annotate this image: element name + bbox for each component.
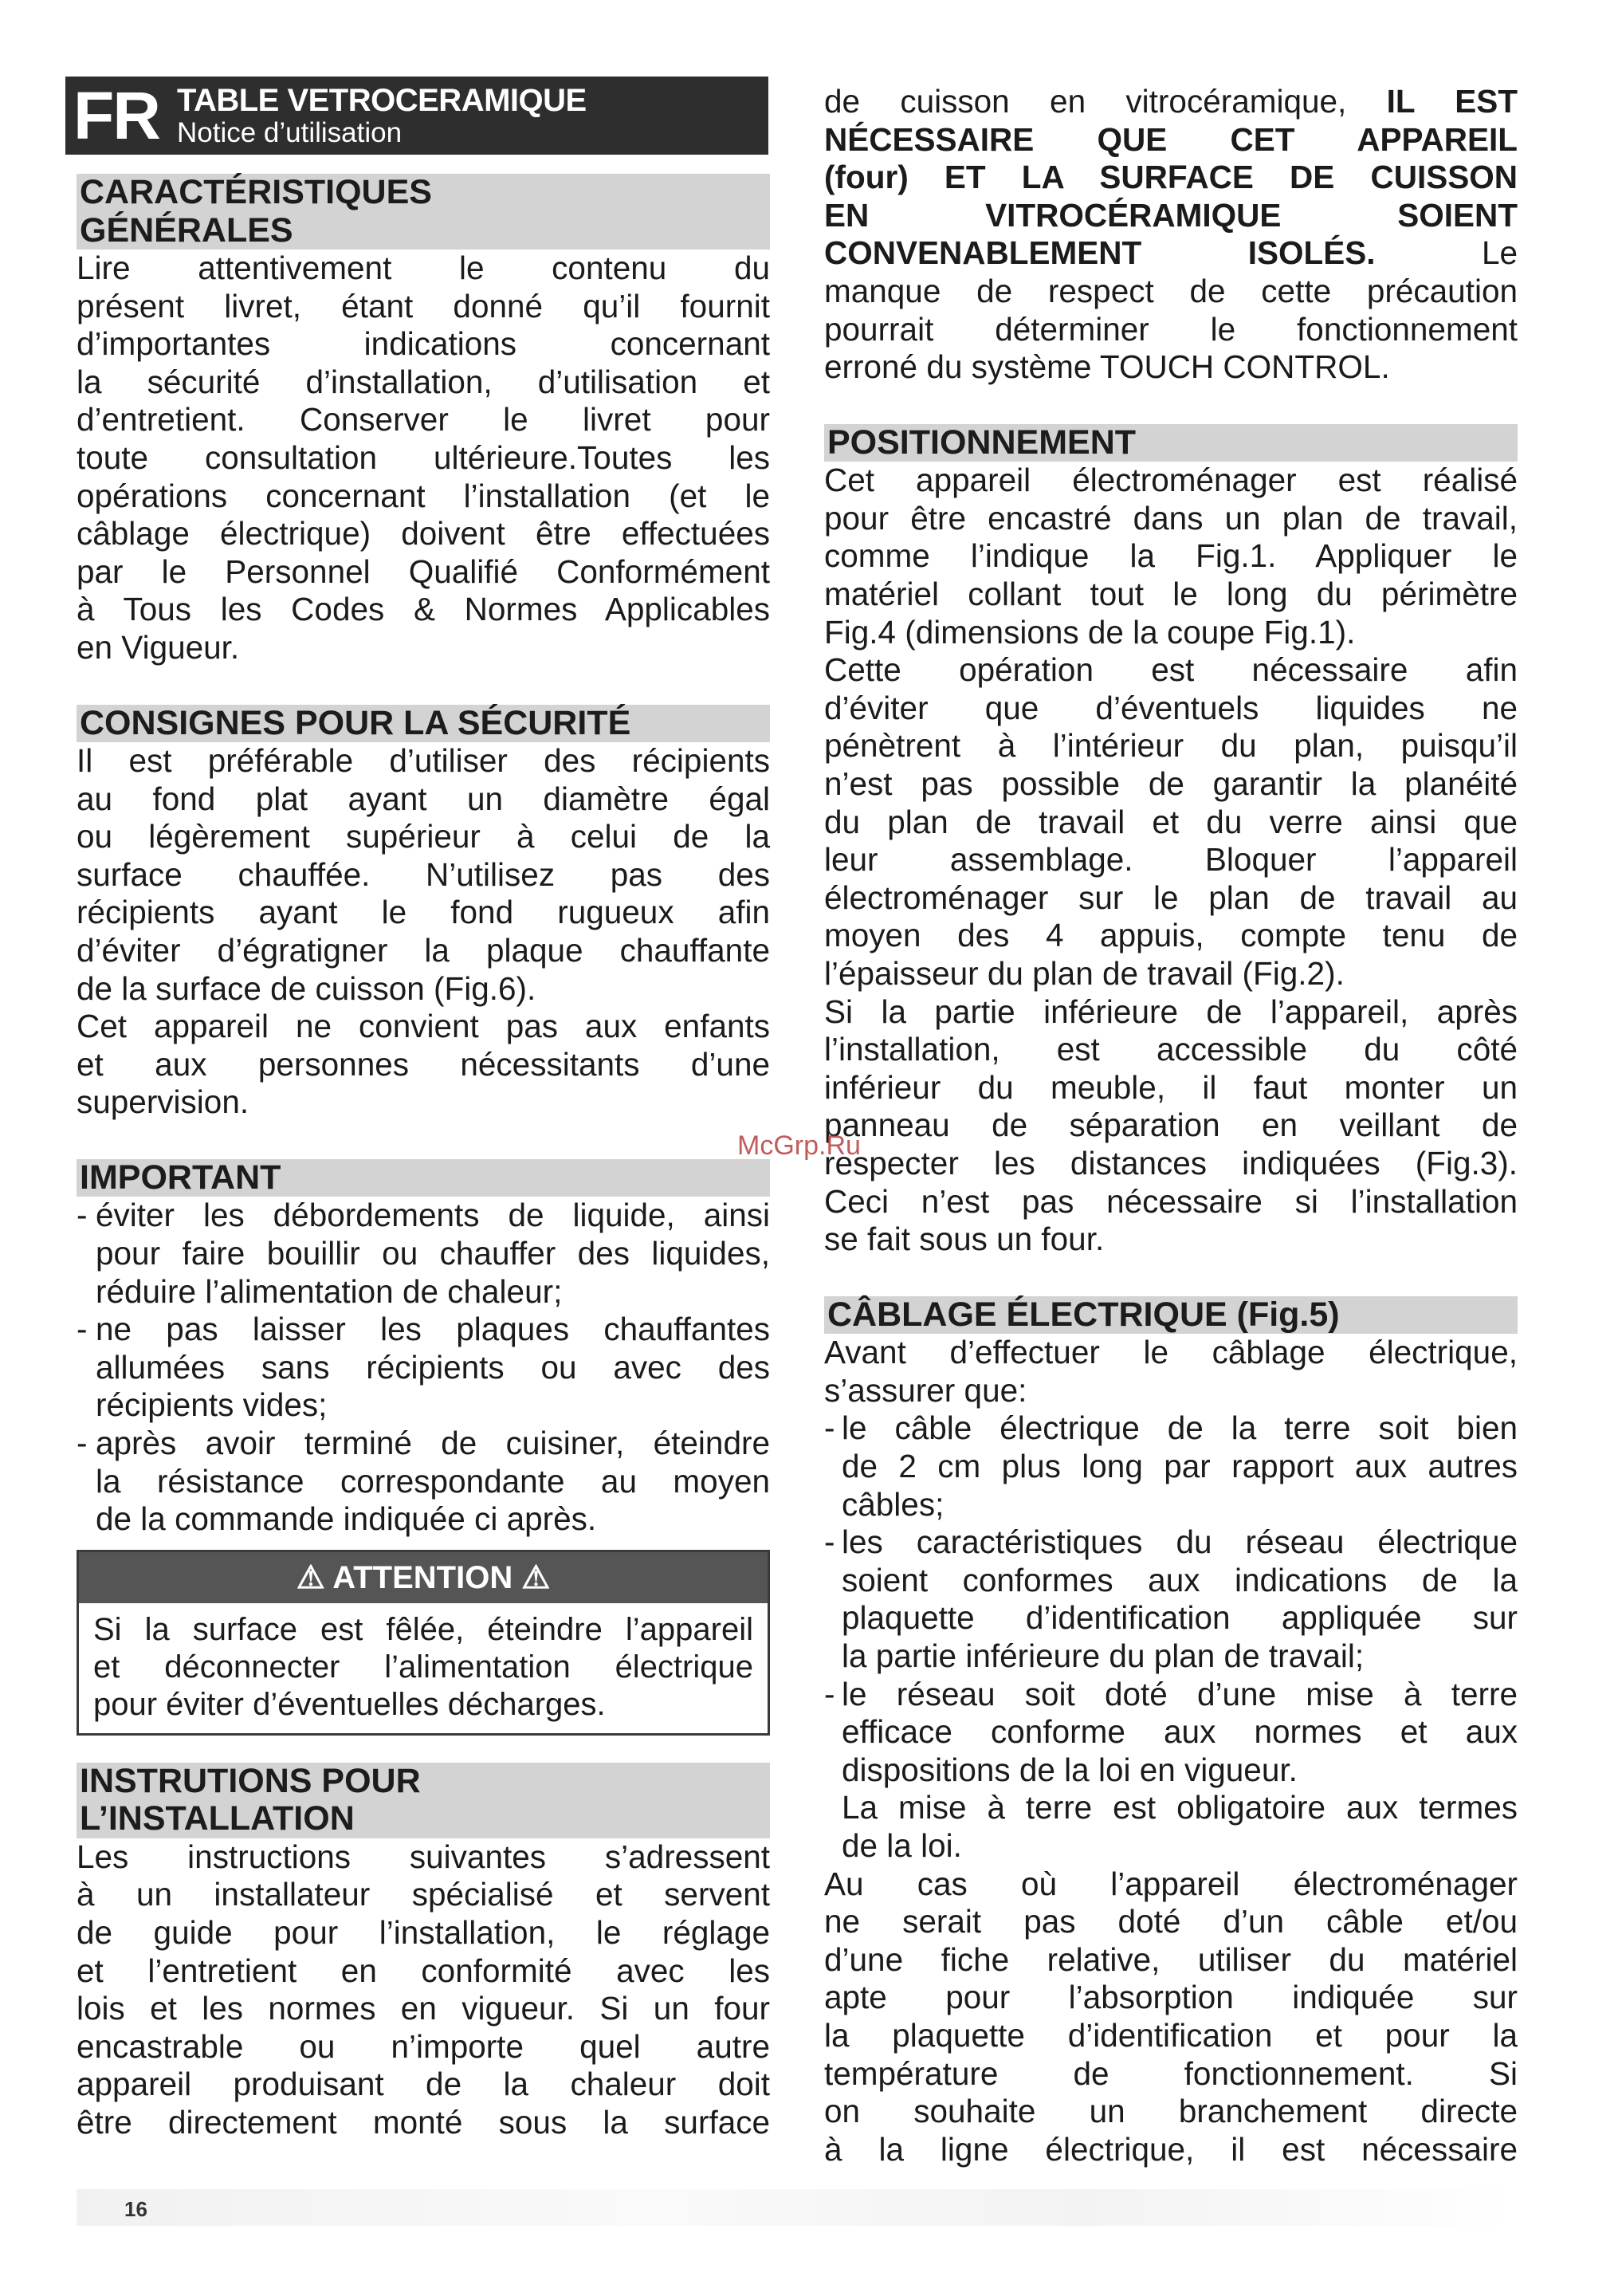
text-line: d’éviter que d’éventuels liquides ne bbox=[824, 689, 1518, 726]
text-line: EN VITROCÉRAMIQUE SOIENT bbox=[824, 196, 1518, 234]
text-line: au fond plat ayant un diamètre égal bbox=[77, 780, 770, 817]
text-line: respecter les distances indiquées (Fig.3). bbox=[824, 1144, 1518, 1181]
text-line: erroné du système TOUCH CONTROL. bbox=[824, 348, 1390, 386]
section-continuation bbox=[824, 83, 1518, 387]
list-dash: - bbox=[824, 1409, 835, 1447]
text-line: la partie inférieure du plan de travail; bbox=[842, 1637, 1365, 1674]
text-line: et aux personnes nécessitants d’une bbox=[77, 1045, 770, 1083]
list-dash: - bbox=[824, 1523, 835, 1561]
list-dash: - bbox=[77, 1197, 88, 1234]
text-line: ou légèrement supérieur à celui de la bbox=[77, 818, 770, 855]
attention-title: ⚠ ATTENTION ⚠ bbox=[79, 1552, 768, 1603]
text-line: ne serait pas doté d’un câble et/ou bbox=[824, 1903, 1518, 1940]
text-line: apte pour l’absorption indiquée sur bbox=[824, 1979, 1518, 2016]
section-heading: GÉNÉRALES bbox=[77, 212, 770, 250]
text-line: manque de respect de cette précaution bbox=[824, 272, 1518, 309]
text-line bbox=[824, 234, 1518, 273]
text-line: réduire l’alimentation de chaleur; bbox=[96, 1272, 563, 1310]
text-line: Cet appareil ne convient pas aux enfants bbox=[77, 1008, 770, 1045]
text-line: dispositions de la loi en vigueur. bbox=[842, 1751, 1298, 1788]
section-important bbox=[77, 1159, 770, 1539]
text-line: opérations concernant l’installation (et le bbox=[77, 477, 770, 514]
text-line: appareil produisant de la chaleur doit bbox=[77, 2066, 770, 2103]
section-cablage bbox=[824, 1296, 1518, 2169]
text-span: de cuisson en vitrocéramique, bbox=[824, 83, 1347, 120]
text-line: l’installation, est accessible du côté bbox=[824, 1031, 1518, 1068]
section-positionnement bbox=[824, 424, 1518, 1259]
text-line: d’éviter d’égratigner la plaque chauffante bbox=[77, 932, 770, 969]
paragraph bbox=[824, 462, 1518, 1258]
section-heading: POSITIONNEMENT bbox=[824, 424, 1518, 462]
text-line: à un installateur spécialisé et servent bbox=[77, 1876, 770, 1913]
text-line: (four) ET LA SURFACE DE CUISSON bbox=[824, 159, 1518, 196]
list-item bbox=[824, 1409, 1518, 1523]
text-line: présent livret, étant donné qu’il fournit bbox=[77, 287, 770, 324]
list-dash: - bbox=[824, 1675, 835, 1712]
text-line: pourrait déterminer le fonctionnement bbox=[824, 310, 1518, 348]
text-line: Lire attentivement le contenu du bbox=[77, 250, 770, 286]
text-line: de la surface de cuisson (Fig.6). bbox=[77, 969, 536, 1007]
text-line: d’entretient. Conserver le livret pour bbox=[77, 401, 770, 438]
text-line: Au cas où l’appareil électroménager bbox=[824, 1865, 1518, 1902]
text-line: de 2 cm plus long par rapport aux autres bbox=[842, 1448, 1518, 1484]
list-item bbox=[77, 1311, 770, 1425]
section-heading: CARACTÉRISTIQUES bbox=[77, 174, 770, 212]
left-column bbox=[77, 77, 770, 2142]
text-line: surface chauffée. N’utilisez pas des bbox=[77, 855, 770, 893]
text-line: à la ligne électrique, il est nécessaire bbox=[824, 2130, 1518, 2168]
text-span-bold: IL EST bbox=[1386, 83, 1518, 120]
paragraph bbox=[77, 1838, 770, 2142]
list-item bbox=[824, 1676, 1518, 1866]
text-line: en Vigueur. bbox=[77, 628, 240, 666]
text-line: d’importantes indications concernant bbox=[77, 325, 770, 363]
text-span: Le bbox=[1481, 234, 1518, 272]
text-line: panneau de séparation en veillant de bbox=[824, 1107, 1518, 1144]
text-line: toute consultation ultérieure.Toutes les bbox=[77, 438, 770, 476]
text-line: plaquette d’identification appliquée sur bbox=[842, 1599, 1518, 1637]
text-line: allumées sans récipients ou avec des bbox=[96, 1348, 770, 1386]
text-line: à Tous les Codes & Normes Applicables bbox=[77, 591, 770, 628]
list-item bbox=[77, 1197, 770, 1311]
text-line: pour éviter d’éventuelles décharges. bbox=[93, 1686, 606, 1722]
text-line: le câble électrique de la terre soit bien bbox=[842, 1409, 1518, 1447]
text-line: éviter les débordements de liquide, ainsi bbox=[96, 1197, 770, 1234]
document-title: TABLE VETROCERAMIQUE bbox=[176, 83, 587, 118]
section-consignes bbox=[77, 705, 770, 1122]
text-line: de la loi. bbox=[842, 1826, 962, 1864]
list-dash: - bbox=[77, 1425, 88, 1462]
text-line: se fait sous un four. bbox=[824, 1221, 1105, 1258]
paragraph bbox=[77, 742, 770, 1122]
text-line: La mise à terre est obligatoire aux termes bbox=[842, 1789, 1518, 1826]
text-line: pour être encastré dans un plan de travail, bbox=[824, 499, 1518, 537]
text-line: électroménager sur le plan de travail au bbox=[824, 879, 1518, 916]
text-line: comme l’indique la Fig.1. Appliquer le bbox=[824, 537, 1518, 575]
text-line: câblage électrique) doivent être effectuées bbox=[77, 515, 770, 552]
text-line: les caractéristiques du réseau électrique bbox=[842, 1523, 1518, 1561]
text-line: de guide pour l’installation, le réglage bbox=[77, 1914, 770, 1951]
section-heading: CÂBLAGE ÉLECTRIQUE (Fig.5) bbox=[824, 1296, 1518, 1335]
list-item bbox=[77, 1425, 770, 1539]
footer-strip bbox=[77, 2189, 1518, 2226]
text-line: NÉCESSAIRE QUE CET APPAREIL bbox=[824, 120, 1518, 158]
text-line: efficace conforme aux normes et aux bbox=[842, 1713, 1518, 1751]
section-heading: CONSIGNES POUR LA SÉCURITÉ bbox=[77, 705, 770, 743]
text-line: lois et les normes en vigueur. Si un four bbox=[77, 1990, 770, 2027]
text-line: Les instructions suivantes s’adressent bbox=[77, 1838, 770, 1875]
text-line bbox=[824, 83, 1518, 121]
list-dash: - bbox=[77, 1311, 88, 1348]
text-line: Avant d’effectuer le câblage électrique, bbox=[824, 1334, 1518, 1371]
document-subtitle: Notice d’utilisation bbox=[176, 117, 403, 148]
text-line: Si la surface est fêlée, éteindre l’appareil bbox=[93, 1611, 753, 1647]
text-line: leur assemblage. Bloquer l’appareil bbox=[824, 841, 1518, 879]
text-line: ne pas laisser les plaques chauffantes bbox=[96, 1311, 770, 1348]
text-line: l’épaisseur du plan de travail (Fig.2). bbox=[824, 954, 1345, 992]
text-span-bold: CONVENABLEMENT ISOLÉS. bbox=[824, 234, 1376, 272]
text-line: le réseau soit doté d’une mise à terre bbox=[842, 1675, 1518, 1712]
text-line: soient conformes aux indications de la bbox=[842, 1561, 1518, 1598]
text-line: s’assurer que: bbox=[824, 1371, 1027, 1409]
text-line: et l’entretient en conformité avec les bbox=[77, 1952, 770, 1989]
paragraph bbox=[77, 250, 770, 667]
text-line: Fig.4 (dimensions de la coupe Fig.1). bbox=[824, 613, 1356, 651]
text-line: inférieur du meuble, il faut monter un bbox=[824, 1068, 1518, 1106]
section-caracteristiques bbox=[77, 174, 770, 667]
text-line: pénètrent à l’intérieur du plan, puisqu’il bbox=[824, 727, 1518, 765]
section-heading: L’INSTALLATION bbox=[77, 1800, 770, 1838]
text-line: pour faire bouillir ou chauffer des liquides, bbox=[96, 1235, 770, 1272]
text-line: par le Personnel Qualifié Conformément bbox=[77, 552, 770, 590]
attention-body bbox=[79, 1603, 768, 1733]
text-line: d’une fiche relative, utiliser du matériel bbox=[824, 1940, 1518, 1978]
text-line: la plaquette d’identification et pour la bbox=[824, 2016, 1518, 2054]
text-line: on souhaite un branchement directe bbox=[824, 2093, 1518, 2130]
text-line: récipients vides; bbox=[96, 1386, 328, 1424]
text-line: la sécurité d’installation, d’utilisation et bbox=[77, 363, 770, 400]
section-instructions bbox=[77, 1763, 770, 2142]
text-line: moyen des 4 appuis, compte tenu de bbox=[824, 917, 1518, 954]
text-line: Si la partie inférieure de l’appareil, après bbox=[824, 993, 1518, 1030]
text-line: la résistance correspondante au moyen bbox=[96, 1462, 770, 1500]
page-number: 16 bbox=[124, 2197, 147, 2221]
attention-box bbox=[77, 1550, 770, 1736]
language-code: FR bbox=[73, 78, 159, 153]
text-line: n’est pas possible de garantir la planéité bbox=[824, 765, 1518, 802]
watermark: McGrp.Ru bbox=[737, 1130, 861, 1161]
text-line: récipients ayant le fond rugueux afin bbox=[77, 894, 770, 931]
text-line: de la commande indiquée ci après. bbox=[96, 1500, 597, 1538]
text-line: et déconnecter l’alimentation électrique bbox=[93, 1649, 753, 1685]
text-line: supervision. bbox=[77, 1083, 249, 1121]
section-heading: IMPORTANT bbox=[77, 1159, 770, 1197]
text-line: Il est préférable d’utiliser des récipients bbox=[77, 742, 770, 780]
text-line: encastrable ou n’importe quel autre bbox=[77, 2027, 770, 2065]
text-line: Ceci n’est pas nécessaire si l’installation bbox=[824, 1182, 1518, 1220]
text-line: du plan de travail et du verre ainsi que bbox=[824, 803, 1518, 840]
text-line: matériel collant tout le long du périmètre bbox=[824, 576, 1518, 613]
text-line: après avoir terminé de cuisiner, éteindre bbox=[96, 1425, 770, 1462]
right-column bbox=[824, 83, 1518, 2168]
text-line: Cette opération est nécessaire afin bbox=[824, 651, 1518, 689]
text-line: température de fonctionnement. Si bbox=[824, 2054, 1518, 2092]
section-heading: INSTRUTIONS POUR bbox=[77, 1763, 770, 1801]
text-line: être directement monté sous la surface bbox=[77, 2103, 770, 2141]
text-line: câbles; bbox=[842, 1485, 945, 1523]
text-line: Cet appareil électroménager est réalisé bbox=[824, 462, 1518, 499]
list-item bbox=[824, 1523, 1518, 1675]
